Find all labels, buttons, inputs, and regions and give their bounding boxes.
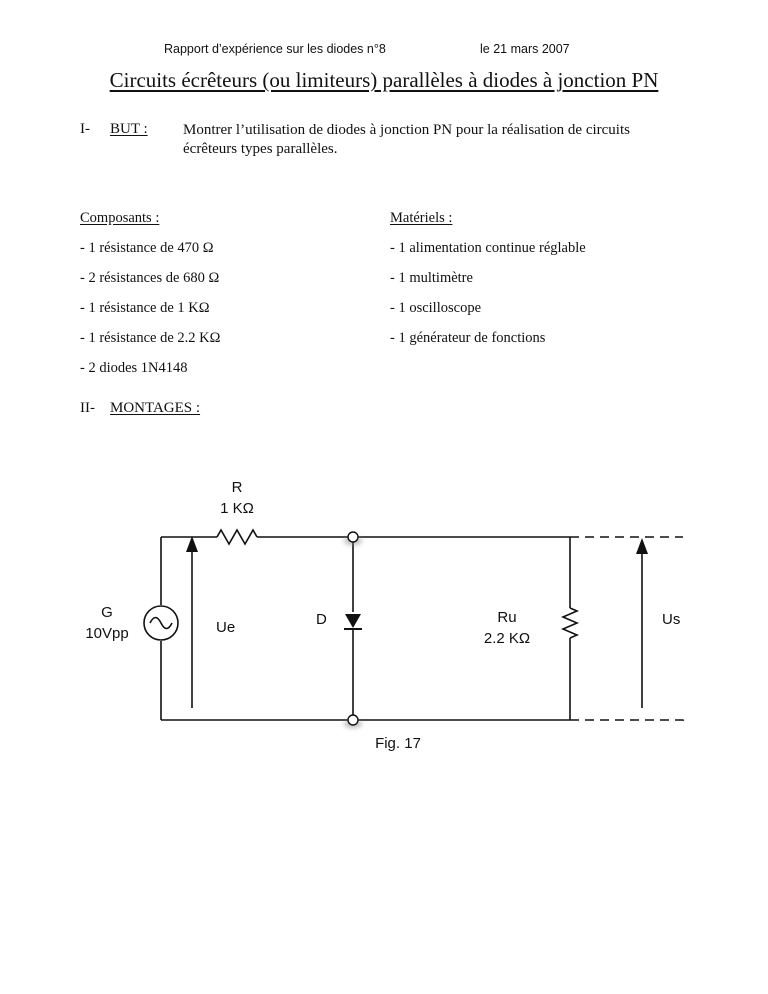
goal-line-2: écrêteurs types parallèles. [183, 141, 338, 157]
node-top [348, 532, 358, 542]
resistor-r-name: R [231, 479, 243, 496]
page-title: Circuits écrêteurs (ou limiteurs) parallèles à diodes à jonction PN [109, 68, 659, 92]
node-bottom [348, 715, 358, 725]
component-item: - 1 résistance de 1 KΩ [80, 300, 210, 316]
goal-line-1: Montrer l’utilisation de diodes à jonction PN pour la réalisation de circuits [183, 122, 630, 138]
load-name: Ru [497, 609, 517, 626]
resistor-r-symbol [217, 530, 257, 544]
resistor-r-value: 1 KΩ [220, 500, 254, 517]
component-item: - 1 résistance de 470 Ω [80, 240, 214, 256]
material-item: - 1 alimentation continue réglable [390, 240, 586, 256]
section-2-label: MONTAGES : [110, 400, 201, 416]
report-header-date: le 21 mars 2007 [480, 42, 570, 56]
load-value: 2.2 KΩ [483, 630, 531, 647]
component-item: - 2 résistances de 680 Ω [80, 270, 220, 286]
generator-value: 10Vpp [85, 625, 129, 642]
material-item: - 1 multimètre [390, 270, 473, 286]
component-item: - 1 résistance de 2.2 KΩ [80, 330, 221, 346]
report-header-title: Rapport d’expérience sur les diodes n°8 [164, 42, 386, 56]
component-item: - 2 diodes 1N4148 [80, 360, 188, 376]
generator-name: G [101, 604, 113, 621]
us-arrow-head [636, 538, 648, 554]
figure-caption: Fig. 17 [375, 735, 421, 752]
diode-triangle [345, 614, 361, 628]
input-voltage-label: Ue [216, 619, 236, 636]
components-heading: Composants : [80, 210, 160, 226]
section-1-number: I- [80, 121, 90, 137]
ue-arrow-head [186, 536, 198, 552]
material-item: - 1 générateur de fonctions [390, 330, 546, 346]
materials-heading: Matériels : [390, 210, 453, 226]
material-item: - 1 oscilloscope [390, 300, 482, 316]
diode-label: D [316, 611, 327, 628]
output-voltage-label: Us [662, 611, 681, 628]
section-2-number: II- [80, 400, 95, 416]
output-terminal-bottom [570, 720, 686, 724]
resistor-ru-symbol [563, 608, 577, 638]
section-1-label: BUT : [110, 121, 148, 137]
